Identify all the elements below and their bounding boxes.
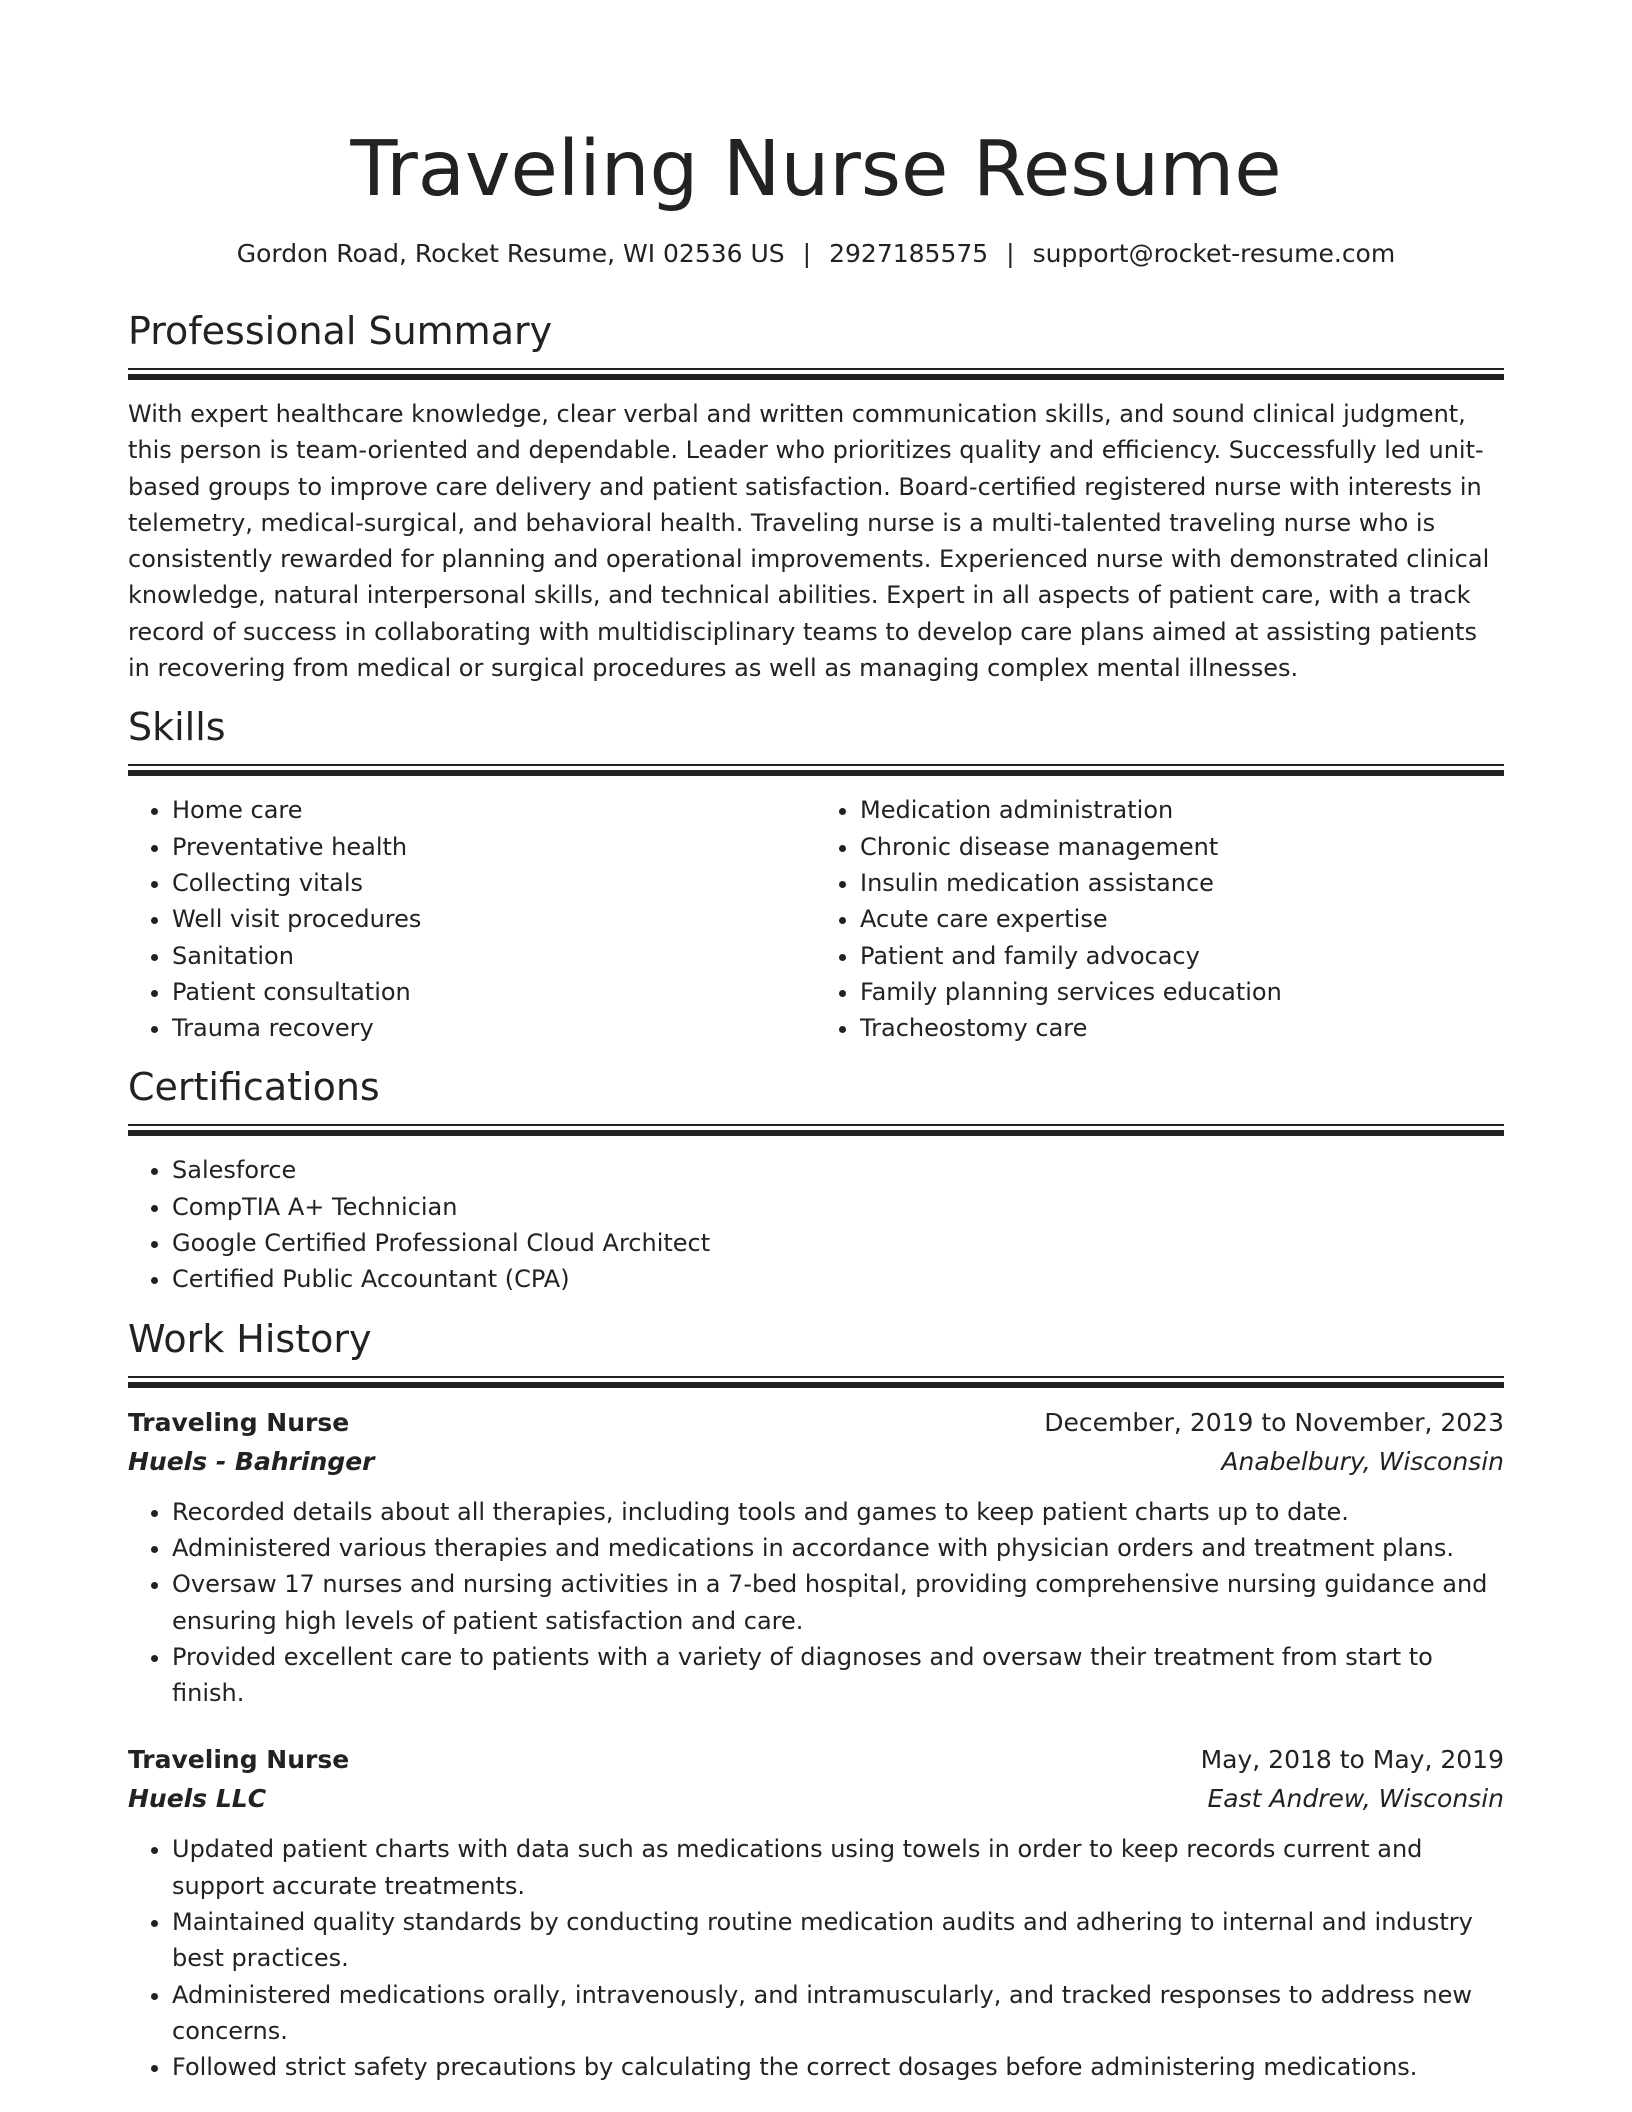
skill-item: • Collecting vitals — [172, 865, 816, 901]
contact-address: Gordon Road, Rocket Resume, WI 02536 US — [236, 239, 785, 268]
section-divider — [128, 1376, 1504, 1388]
skill-item: • Medication administration — [860, 792, 1504, 828]
job-entry — [128, 1741, 1504, 2085]
certification-item: • CompTIA A+ Technician — [172, 1189, 1504, 1225]
job-dates: December, 2019 to November, 2023 — [1044, 1407, 1504, 1437]
job-location: East Andrew, Wisconsin — [1207, 1784, 1504, 1814]
summary-section — [128, 308, 1504, 686]
contact-separator: | — [802, 239, 812, 268]
section-divider — [128, 368, 1504, 380]
job-bullet: • Maintained quality standards by conducting routine medication audits and adhering to internal and industry best practices. — [172, 1904, 1504, 1977]
job-bullet: • Oversaw 17 nurses and nursing activities in a 7-bed hospital, providing comprehensive nursing guidance and ensuring high levels of patient satisfaction and care. — [172, 1566, 1504, 1639]
skill-item: • Patient and family advocacy — [860, 938, 1504, 974]
certifications-heading: Certifications — [128, 1065, 380, 1110]
skill-item: • Well visit procedures — [172, 901, 816, 937]
skill-item: • Tracheostomy care — [860, 1010, 1504, 1046]
certifications-list — [128, 1152, 1504, 1297]
skills-list-right — [816, 792, 1504, 1046]
skill-item: • Sanitation — [172, 938, 816, 974]
skill-item: • Trauma recovery — [172, 1010, 816, 1046]
skills-list-left — [128, 792, 816, 1046]
skill-item: • Home care — [172, 792, 816, 828]
job-company: Huels LLC — [128, 1784, 267, 1814]
skill-item: • Chronic disease management — [860, 829, 1504, 865]
skills-column-left — [128, 792, 816, 1046]
work-history-heading: Work History — [128, 1316, 372, 1361]
certifications-section — [128, 1064, 1504, 1297]
summary-heading: Professional Summary — [128, 309, 553, 353]
job-title: Traveling Nurse — [128, 1745, 350, 1775]
job-bullet: • Recorded details about all therapies, including tools and games to keep patient charts up to date. — [172, 1494, 1504, 1530]
skills-section — [128, 704, 1504, 1046]
job-bullet: • Administered medications orally, intravenously, and intramuscularly, and tracked responses to address new concerns. — [172, 1977, 1504, 2050]
section-divider — [128, 764, 1504, 776]
job-subheader-row — [128, 1779, 1504, 1819]
skills-heading: Skills — [128, 705, 226, 750]
job-header-row — [128, 1404, 1504, 1442]
skill-item: • Family planning services education — [860, 974, 1504, 1010]
certification-item: • Salesforce — [172, 1152, 1504, 1188]
certification-item: • Certified Public Accountant (CPA) — [172, 1261, 1504, 1297]
contact-separator: | — [1006, 239, 1015, 268]
skills-grid — [128, 792, 1504, 1046]
skill-item: • Acute care expertise — [860, 901, 1504, 937]
skill-item: • Insulin medication assistance — [860, 865, 1504, 901]
job-bullet: • Provided excellent care to patients with a variety of diagnoses and oversaw their treatment from start to finish. — [172, 1639, 1504, 1712]
job-company: Huels - Bahringer — [128, 1446, 375, 1476]
job-bullets — [128, 1831, 1504, 2085]
certification-item: • Google Certified Professional Cloud Architect — [172, 1225, 1504, 1261]
resume-title: Traveling Nurse Resume — [350, 125, 1282, 214]
job-entry — [128, 1404, 1504, 1712]
skill-item: • Preventative health — [172, 829, 816, 865]
job-dates: May, 2018 to May, 2019 — [1200, 1745, 1504, 1775]
contact-line — [128, 238, 1504, 270]
job-header-row — [128, 1741, 1504, 1779]
job-subheader-row — [128, 1442, 1504, 1482]
job-title: Traveling Nurse — [128, 1407, 350, 1437]
section-divider — [128, 1124, 1504, 1136]
summary-text: With expert healthcare knowledge, clear verbal and written communication skills, and sound clinical judgment, this person is team-oriented and dependable. Leader who prioritizes quality and efficiency. Successfully led unit-based groups to improve care delivery and patient satisfaction. Board-certified registered nurse with interests in telemetry, medical-surgical, and behavioral health. Traveling nurse is a multi-talented traveling nurse who is consistently rewarded for planning and operational improvements. Experienced nurse with demonstrated clinical knowledge, natural interpersonal skills, and technical abilities. Expert in all aspects of patient care, with a track record of success in collaborating with multidisciplinary teams to develop care plans aimed at assisting patients in recovering from medical or surgical procedures as well as managing complex mental illnesses. — [128, 400, 1490, 683]
job-bullet: • Updated patient charts with data such as medications using towels in order to keep records current and support accurate treatments. — [172, 1831, 1504, 1904]
job-location: Anabelbury, Wisconsin — [1221, 1446, 1504, 1476]
contact-email: support@rocket-resume.com — [1032, 239, 1396, 268]
job-bullet: • Followed strict safety precautions by calculating the correct dosages before administering medications. — [172, 2049, 1504, 2085]
skills-column-right — [816, 792, 1504, 1046]
job-bullet: • Administered various therapies and medications in accordance with physician orders and treatment plans. — [172, 1530, 1504, 1566]
contact-phone: 2927185575 — [829, 239, 989, 268]
skill-item: • Patient consultation — [172, 974, 816, 1010]
job-bullets — [128, 1494, 1504, 1712]
work-history-section — [128, 1316, 1504, 2086]
